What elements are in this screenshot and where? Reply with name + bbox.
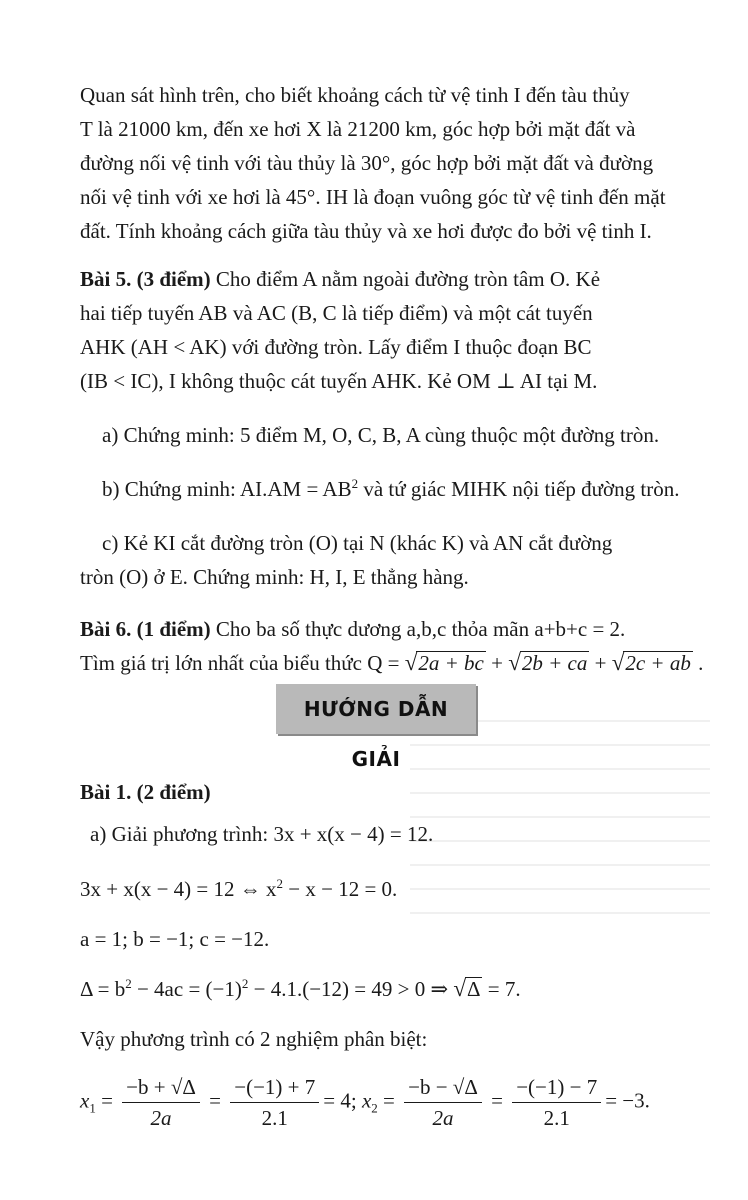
fraction-1 bbox=[122, 1074, 200, 1131]
intro-line-3: đường nối vệ tinh với tàu thủy là 30°, góc hợp bởi mặt đất và đường bbox=[80, 151, 654, 175]
bai1-title bbox=[80, 775, 211, 809]
bai5-b-text-2: và tứ giác MIHK nội tiếp đường tròn. bbox=[358, 477, 680, 501]
fraction-4-num: −(−1) − 7 bbox=[512, 1074, 601, 1103]
disc-text-2: − 4ac = (−1) bbox=[131, 977, 242, 1001]
plus-sign: + bbox=[589, 651, 612, 675]
disc-text-4: = 7. bbox=[482, 977, 521, 1001]
equals: = bbox=[377, 1088, 401, 1113]
equals: = bbox=[203, 1088, 227, 1113]
bai1-equation-1 bbox=[80, 872, 397, 906]
intro-line-4: nối vệ tinh với xe hơi là 45°. IH là đoạn vuông góc từ vệ tinh đến mặt bbox=[80, 185, 666, 209]
x1-subscript: 1 bbox=[89, 1100, 96, 1116]
root-2-value: = −3. bbox=[605, 1088, 650, 1113]
disc-text-3: − 4.1.(−12) = 49 > 0 ⇒ bbox=[248, 977, 454, 1001]
bai6-line-2 bbox=[80, 646, 703, 680]
eq1-text-2: − x − 12 = 0. bbox=[283, 877, 398, 901]
bai5-b-text: b) Chứng minh: AI.AM = AB bbox=[102, 477, 352, 501]
bai5-text-1: Cho điểm A nằm ngoài đường tròn tâm O. Kẻ bbox=[215, 267, 601, 291]
bai1-roots bbox=[80, 1074, 650, 1131]
intro-line-2: T là 21000 km, đến xe hơi X là 21200 km, góc hợp bởi mặt đất và bbox=[80, 117, 636, 141]
bai5-part-c-line-2: tròn (O) ở E. Chứng minh: H, I, E thẳng hàng. bbox=[80, 565, 469, 589]
x1-symbol: x bbox=[80, 1088, 90, 1113]
radicand-1: 2a + bc bbox=[418, 651, 484, 675]
fraction-1-num: −b + √Δ bbox=[122, 1074, 200, 1103]
bai6-title: Bài 6. (1 điểm) bbox=[80, 617, 211, 641]
sqrt-symbol: √ bbox=[508, 650, 521, 675]
bai5-line-1 bbox=[80, 262, 600, 296]
bai5-title: Bài 5. (3 điểm) bbox=[80, 267, 211, 291]
bai5-part-b bbox=[102, 472, 680, 506]
banner-title: HƯỚNG DẪN GIẢI bbox=[303, 697, 449, 771]
x2-subscript: 2 bbox=[371, 1100, 378, 1116]
fraction-3-den: 2a bbox=[432, 1106, 454, 1130]
equals: = bbox=[485, 1088, 509, 1113]
radicand-2: 2b + ca bbox=[521, 651, 588, 675]
fraction-2-num: −(−1) + 7 bbox=[230, 1074, 319, 1103]
x2-symbol: x bbox=[361, 1088, 372, 1113]
bai6-text-1: Cho ba số thực dương a,b,c thỏa mãn a+b+c = 2. bbox=[215, 617, 626, 641]
root-1-value: = 4; bbox=[323, 1088, 362, 1113]
fraction-2-den: 2.1 bbox=[261, 1106, 288, 1130]
radicand-3: 2c + ab bbox=[625, 651, 691, 675]
plus-sign: + bbox=[485, 651, 509, 675]
bai1-discriminant bbox=[80, 972, 521, 1006]
period: . bbox=[692, 651, 704, 675]
fraction-4-den: 2.1 bbox=[543, 1106, 570, 1130]
fraction-2 bbox=[230, 1074, 319, 1131]
bai5-line-2: hai tiếp tuyến AB và AC (B, C là tiếp điểm) và một cát tuyến bbox=[80, 301, 593, 325]
bai5-line-3: AHK (AH < AK) với đường tròn. Lấy điểm I thuộc đoạn BC bbox=[80, 335, 592, 359]
bai1-part-a: a) Giải phương trình: 3x + x(x − 4) = 12. bbox=[90, 822, 434, 846]
disc-exponent-2: 2 bbox=[241, 976, 249, 991]
bai6-line-1 bbox=[80, 612, 625, 646]
section-banner bbox=[276, 684, 476, 771]
eq1-exponent: 2 bbox=[276, 876, 284, 891]
fraction-1-den: 2a bbox=[150, 1106, 172, 1130]
sqrt-symbol: √ bbox=[611, 650, 625, 675]
disc-exponent-1: 2 bbox=[125, 976, 132, 991]
intro-line-1: Quan sát hình trên, cho biết khoảng cách từ vệ tinh I đến tàu thủy bbox=[80, 83, 630, 107]
bai5-line-4: (IB < IC), I không thuộc cát tuyến AHK. Kẻ OM ⊥ AI tại M. bbox=[80, 369, 598, 393]
intro-line-5: đất. Tính khoảng cách giữa tàu thủy và xe hơi được đo bởi vệ tinh I. bbox=[80, 219, 652, 243]
fraction-3-num: −b − √Δ bbox=[404, 1074, 482, 1103]
equals: = bbox=[95, 1088, 119, 1113]
bai6-text-2: Tìm giá trị lớn nhất của biểu thức Q = bbox=[80, 651, 405, 675]
fraction-4 bbox=[512, 1074, 601, 1131]
eq1-text: 3x + x(x − 4) = 12 ⇔ x bbox=[80, 877, 277, 901]
disc-radicand: Δ bbox=[466, 977, 481, 1001]
bai1-title-text: Bài 1. (2 điểm) bbox=[80, 780, 211, 804]
sqrt-symbol: √ bbox=[404, 650, 418, 675]
bai5-part-c-line-1: c) Kẻ KI cắt đường tròn (O) tại N (khác K) và AN cắt đường bbox=[102, 531, 613, 555]
disc-text-1: Δ = b bbox=[80, 977, 126, 1001]
fraction-3 bbox=[404, 1074, 482, 1131]
bai1-conclusion: Vậy phương trình có 2 nghiệm phân biệt: bbox=[80, 1027, 428, 1051]
bai5-b-exponent: 2 bbox=[351, 476, 359, 491]
bai5-part-a: a) Chứng minh: 5 điểm M, O, C, B, A cùng thuộc một đường tròn. bbox=[102, 423, 660, 447]
bai1-coefficients: a = 1; b = −1; c = −12. bbox=[80, 927, 270, 951]
sqrt-symbol: √ bbox=[453, 976, 466, 1001]
